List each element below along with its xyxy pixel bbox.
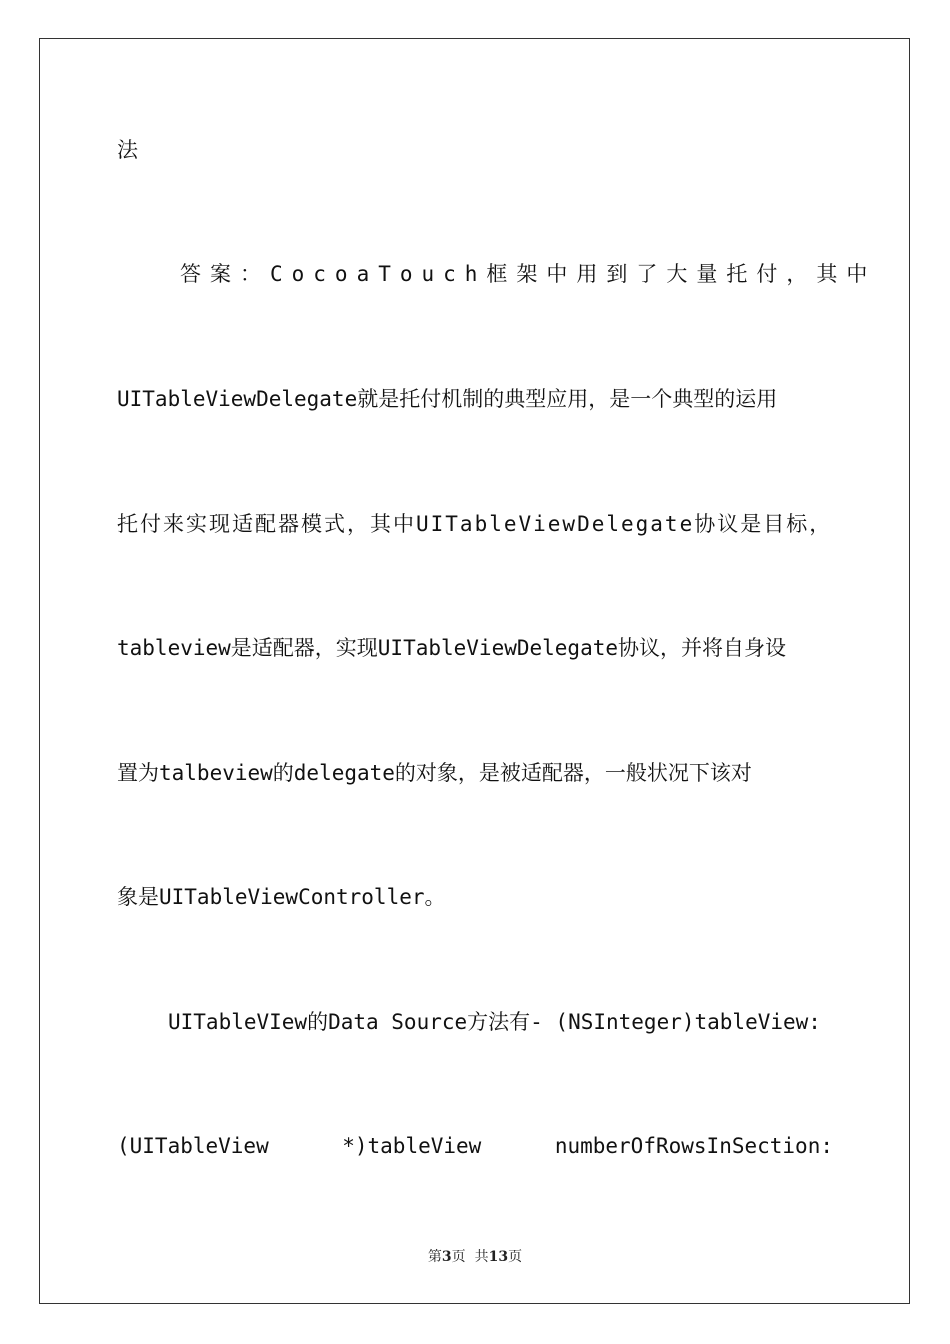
- text-line-1: 法: [117, 138, 138, 162]
- text-line-4: 托付来实现适配器模式，其中UITableViewDelegate协议是目标，: [117, 512, 833, 536]
- footer-prefix: 第: [427, 1249, 442, 1265]
- footer-suffix: 页: [508, 1249, 523, 1265]
- text-line-3: UITableViewDelegate就是托付机制的典型应用，是一个典型的运用: [117, 387, 778, 411]
- text-line-5: tableview是适配器，实现UITableViewDelegate协议，并将自身设: [117, 636, 787, 660]
- text-line-9-part-3: numberOfRowsInSection:: [554, 1134, 833, 1158]
- text-line-7: 象是UITableViewController。: [117, 885, 446, 909]
- text-line-2: 答案：CocoaTouch框架中用到了大量托付，其中: [180, 262, 877, 286]
- page-footer: [0, 1247, 950, 1267]
- footer-total-pages: 13: [488, 1249, 509, 1265]
- text-line-9-part-1: (UITableView: [117, 1134, 269, 1158]
- text-line-6: 置为talbeview的delegate的对象，是被适配器，一般状况下该对: [117, 761, 752, 785]
- text-line-9-part-2: *)tableView: [342, 1134, 482, 1158]
- footer-page-number: 3: [441, 1249, 452, 1265]
- text-line-9: [117, 1132, 833, 1160]
- page-border: [39, 38, 910, 1304]
- text-line-8: UITableVIew的Data Source方法有- (NSInteger)tableView:: [168, 1010, 821, 1034]
- footer-middle: 页 共: [451, 1249, 489, 1265]
